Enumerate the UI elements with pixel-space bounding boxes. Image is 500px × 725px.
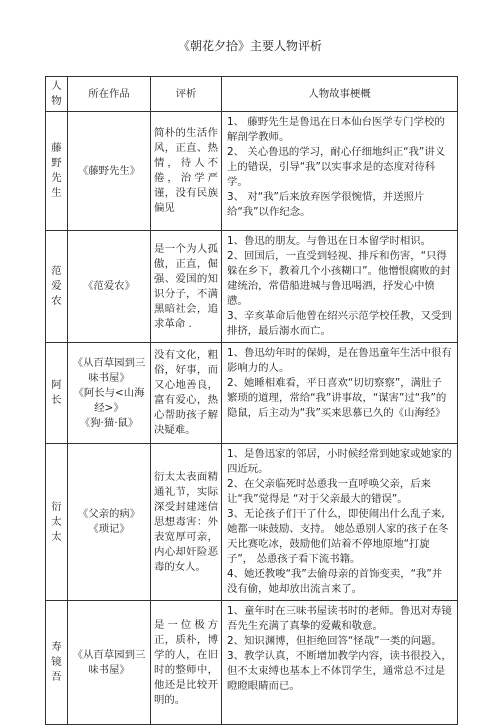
character-story bbox=[222, 601, 458, 725]
header-name: 人物 bbox=[46, 77, 68, 112]
work-title: 《藤野先生》 bbox=[77, 164, 141, 177]
character-eval: 是一位极方正，质朴，博学的人，在旧时的整师中，他还是比较开明的。 bbox=[151, 601, 222, 725]
character-eval: 衍太太表面精通礼节，实际深受封建迷信思想毒害：外表宽厚可亲，内心却奸险恶毒的女人。 bbox=[151, 444, 222, 601]
header-work: 所在作品 bbox=[68, 77, 151, 112]
work-title: 《狗·猫·鼠》 bbox=[79, 416, 139, 429]
character-story bbox=[222, 231, 458, 343]
character-eval: 没有文化，粗俗，好事，而又心地善良，富有爱心，热心帮助孩子解决疑难。 bbox=[151, 343, 222, 444]
story-point: 3、辛亥革命后他曾在绍兴示范学校任教，又受到排挤，最后溺水而亡。 bbox=[227, 310, 452, 337]
character-story bbox=[222, 343, 458, 444]
character-works bbox=[68, 231, 151, 343]
table-row bbox=[46, 112, 458, 231]
story-point: 4、她还教唆“我”去偷母亲的首饰变卖，“我”并没有偷，她却放出流言来了。 bbox=[227, 568, 443, 595]
story-point: 2、知识渊博，但拒绝回答“怪哉”一类的问题。 bbox=[227, 635, 442, 647]
work-title: 《范爱农》 bbox=[83, 280, 135, 292]
story-point: 1、是鲁迅家的邻居，小时候经常到她家或她家的四近玩。 bbox=[227, 448, 452, 475]
table-header-row bbox=[46, 77, 458, 112]
character-name: 范爱农 bbox=[46, 231, 68, 343]
character-name: 衍太太 bbox=[46, 444, 68, 601]
story-point: 1、鲁迅幼年时的保姆，是在鲁迅童年生活中很有影响力的人。 bbox=[227, 347, 452, 374]
character-works bbox=[68, 343, 151, 444]
table-row bbox=[46, 231, 458, 343]
work-title: 《从百草园到三味书屋》 bbox=[72, 356, 146, 384]
story-point: 1、 藤野先生是鲁迅在日本仙台医学专门学校的解剖学教师。 bbox=[227, 116, 445, 143]
work-title: 《琐记》 bbox=[88, 523, 130, 535]
header-story: 人物故事梗概 bbox=[222, 77, 458, 112]
character-eval: 是一个为人孤傲，正直，倔强、爱国的知识分子，不满黑暗社会，追求革命 . bbox=[151, 231, 222, 343]
work-title: 《阿长与<山海经>》 bbox=[73, 386, 145, 414]
story-point: 2、回国后，一直受到轻视、排斥和伤害，“只得躲在乡下，教着几个小孩糊口”。他憎恨腐败的封建统治，常借船进城与鲁迅喝酒，抒发心中愤懑。 bbox=[227, 250, 451, 307]
character-works bbox=[68, 601, 151, 725]
page-title: 《朝花夕拾》主要人物评析 bbox=[177, 39, 322, 53]
character-story bbox=[222, 444, 458, 601]
table-row bbox=[46, 444, 458, 601]
character-name: 藤野先生 bbox=[46, 112, 68, 231]
work-title: 《从百草园到三味书屋》 bbox=[72, 648, 146, 676]
story-point: 2、在父亲临死时怂恿我一直呼唤父亲，后来让“我”觉得是 “对于父亲最大的错误”。 bbox=[227, 478, 432, 505]
character-name: 寿镜吾 bbox=[46, 601, 68, 725]
table-row bbox=[46, 343, 458, 444]
story-point: 2、她睡相难看，平日喜欢“切切察察”，满肚子繁琐的道理，常给“我”讲事故，“谋害”过“我”的隐鼠，后主动为“我”买来思慕已久的《山海经》 bbox=[227, 377, 447, 419]
character-works bbox=[68, 112, 151, 231]
story-point: 3、无论孩子们干了什么，即使闹出什么乱子来,她都一味鼓励、支持。 她怂恿别人家的孩子在冬天比赛吃冰，鼓励他们站着不停地原地“打旋子”， 怂恿孩子看下流书籍。 bbox=[227, 508, 449, 565]
work-title: 《父亲的病》 bbox=[77, 508, 141, 520]
character-eval: 简朴的生活作风，正直、热情，待人不倦，治学严谨，没有民族偏见 bbox=[151, 112, 222, 231]
table-row bbox=[46, 601, 458, 725]
character-story bbox=[222, 112, 458, 231]
story-point: 1、鲁迅的朋友。与鲁迅在日本留学时相识。 bbox=[227, 235, 432, 247]
character-works bbox=[68, 444, 151, 601]
header-eval: 评析 bbox=[151, 77, 222, 112]
character-name: 阿长 bbox=[46, 343, 68, 444]
story-point: 3、 对“我”后来放弃医学很惋惜，并送照片给“我”以作纪念。 bbox=[227, 191, 425, 218]
character-table bbox=[45, 76, 458, 725]
story-point: 1、童年时在三味书屋读书时的老师。鲁迅对寿镜吾先生充满了真挚的爱戴和敬意。 bbox=[227, 605, 452, 632]
story-point: 3、教学认真，不断增加教学内容，读书很投入，但不太束缚也基本上不体罚学生，通常总不过是瞪瞪眼睛而已。 bbox=[227, 650, 452, 692]
story-point: 2、 关心鲁迅的学习，耐心仔细地纠正“我”讲义上的错误，引导“我”以实事求是的态度对待科学。 bbox=[227, 146, 446, 188]
